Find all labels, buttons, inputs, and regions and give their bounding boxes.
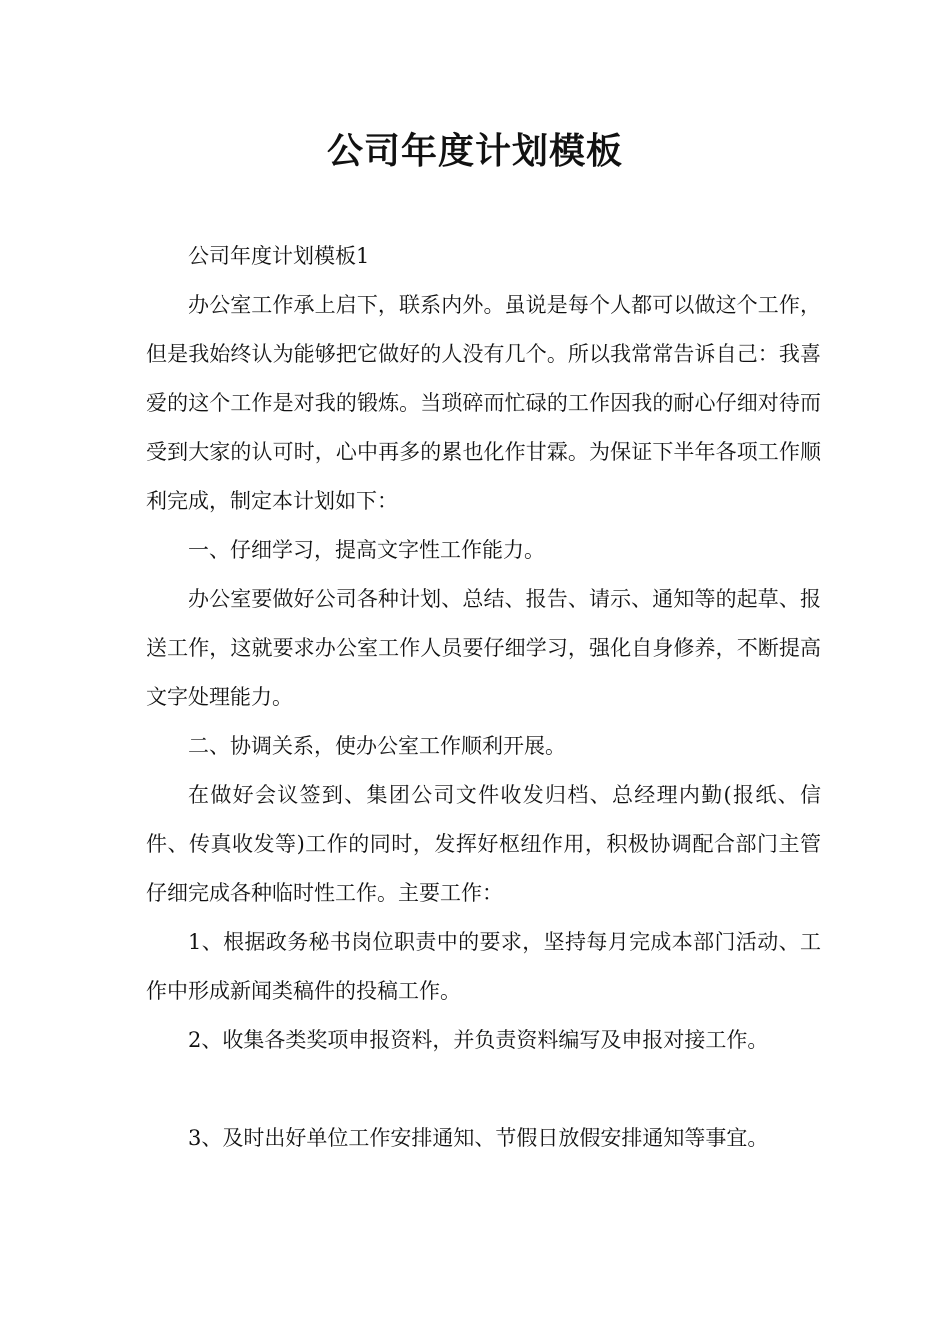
list-item-1: 1、根据政务秘书岗位职责中的要求，坚持每月完成本部门活动、工作中形成新闻类稿件的投稿工作。 — [146, 930, 821, 1003]
item-heading-1: 一、仔细学习，提高文字性工作能力。 — [188, 538, 545, 562]
section-heading: 公司年度计划模板1 — [188, 244, 370, 268]
item-paragraph-2: 在做好会议签到、集团公司文件收发归档、总经理内勤(报纸、信件、传真收发等)工作的同时，发挥好枢纽作用，积极协调配合部门主管仔细完成各种临时性工作。主要工作： — [146, 783, 821, 905]
item-heading-2: 二、协调关系，使办公室工作顺利开展。 — [188, 734, 566, 758]
document-title: 公司年度计划模板 — [326, 131, 623, 172]
intro-paragraph: 办公室工作承上启下，联系内外。虽说是每个人都可以做这个工作，但是我始终认为能够把它做好的人没有几个。所以我常常告诉自己：我喜爱的这个工作是对我的锻炼。当琐碎而忙碌的工作因我的耐心仔细对待而受到大家的认可时，心中再多的累也化作甘霖。为保证下半年各项工作顺利完成，制定本计划如下： — [146, 293, 821, 513]
list-item-3: 3、及时出好单位工作安排通知、节假日放假安排通知等事宜。 — [188, 1126, 769, 1150]
item-paragraph-1: 办公室要做好公司各种计划、总结、报告、请示、通知等的起草、报送工作，这就要求办公室工作人员要仔细学习，强化自身修养，不断提高文字处理能力。 — [146, 587, 821, 709]
list-item-2: 2、收集各类奖项申报资料，并负责资料编写及申报对接工作。 — [188, 1028, 769, 1052]
document-body — [146, 232, 821, 1163]
